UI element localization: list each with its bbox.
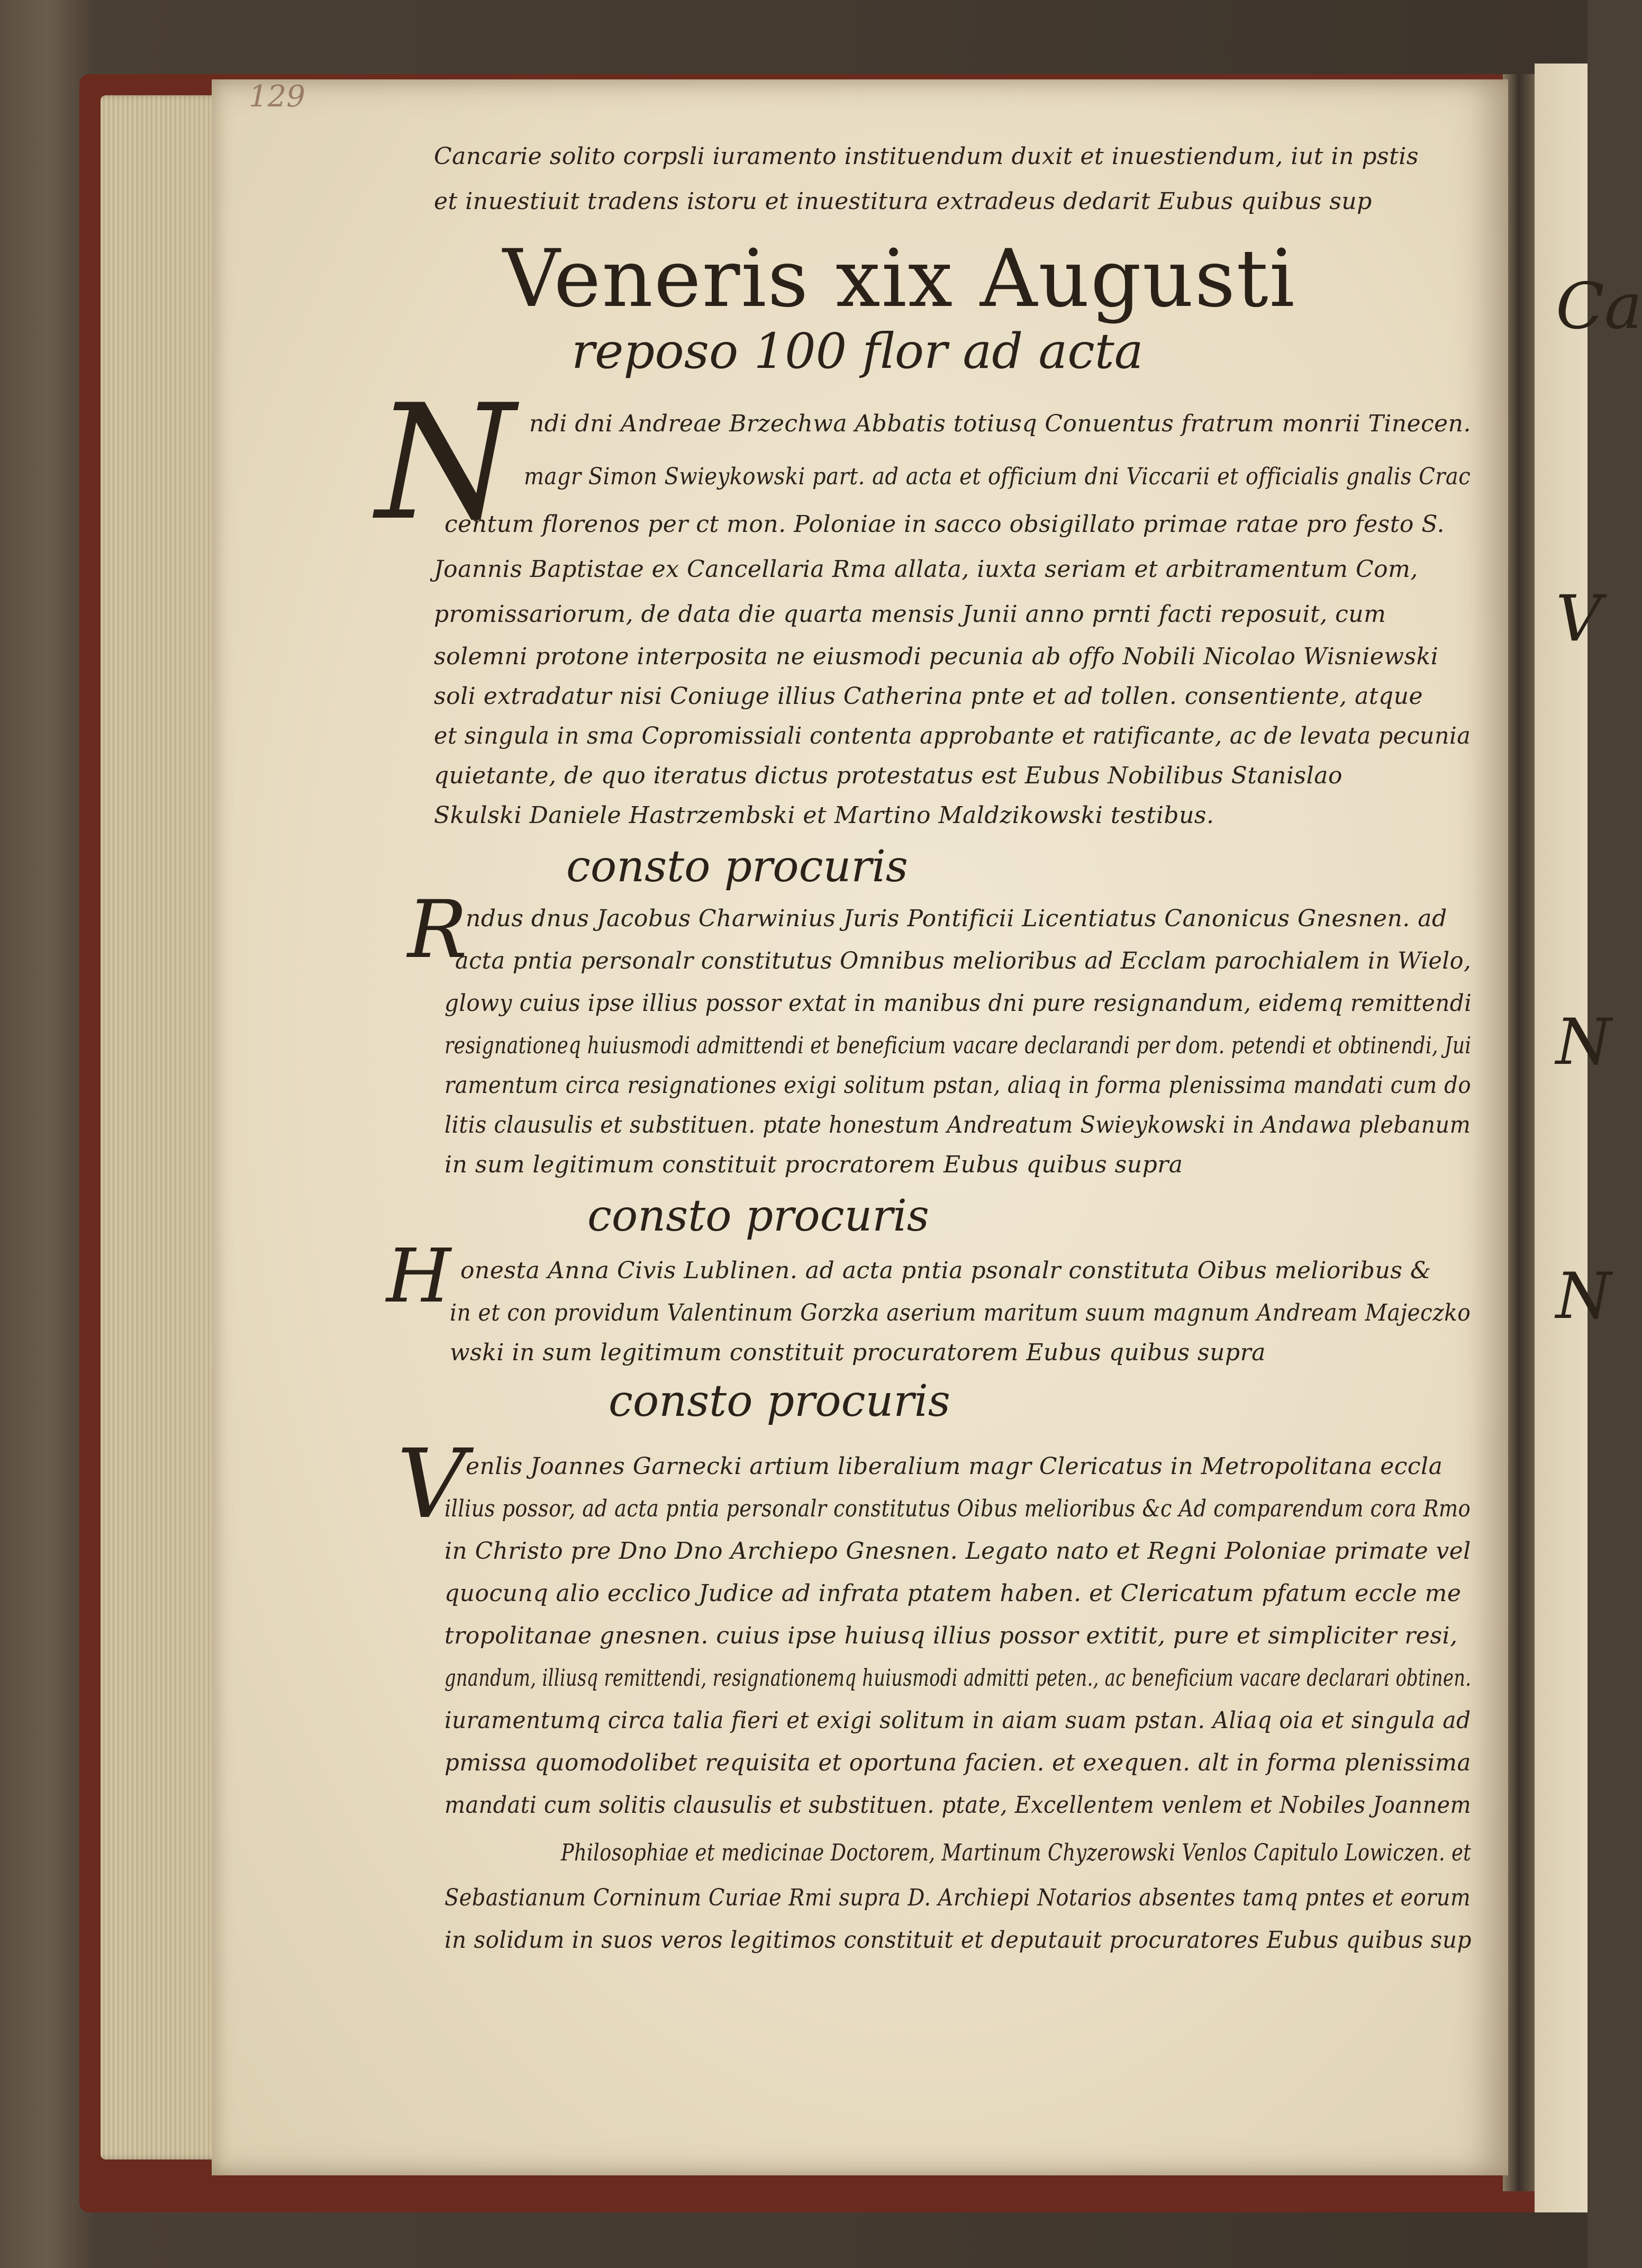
body-line: centum florenos per ct mon. Poloniae in sacco obsigillato primae ratae pro festo S. <box>444 511 1445 538</box>
body-line: ramentum circa resignationes exigi solitum pstan, aliaq in forma plenissima mandati cum do <box>444 1072 1472 1099</box>
body-line: magr Simon Swieykowski part. ad acta et officium dni Viccarii et officialis gnalis Crac <box>524 463 1471 490</box>
body-line: Sebastianum Corninum Curiae Rmi supra D. Archiepi Notarios absentes tamq pntes et eorum <box>444 1884 1471 1911</box>
body-line: iuramentumq circa talia fieri et exigi solitum in aiam suam pstan. Aliaq oia et singula ad <box>444 1707 1471 1734</box>
body-line: quietante, de quo iteratus dictus protestatus est Eubus Nobilibus Stanislao <box>434 762 1342 789</box>
decorated-initial: V <box>397 1429 466 1540</box>
facing-page <box>1535 64 1642 2212</box>
intro-line: et inuestiuit tradens istoru et inuestitura extradeus dedarit Eubus quibus sup <box>434 188 1372 215</box>
facing-page-fragment: N <box>1556 1260 1611 1333</box>
body-line: in Christo pre Dno Dno Archiepo Gnesnen. Legato nato et Regni Poloniae primate vel <box>444 1538 1471 1565</box>
decorated-initial: H <box>386 1233 451 1320</box>
body-line: onesta Anna Civis Lublinen. ad acta pntia psonalr constituta Oibus melioribus & <box>460 1257 1431 1284</box>
body-line: tropolitanae gnesnen. cuius ipse huiusq illius possor extitit, pure et simpliciter resi, <box>444 1622 1458 1649</box>
facing-page-fragment: V <box>1556 582 1602 656</box>
body-line: in et con providum Valentinum Gorzka aserium maritum suum magnum Andream Majeczko <box>450 1299 1471 1326</box>
decorated-initial: R <box>407 884 467 976</box>
body-line: in solidum in suos veros legitimos constituit et deputauit procuratores Eubus quibus sup <box>444 1927 1472 1954</box>
body-line: soli extradatur nisi Coniuge illius Catherina pnte et ad tollen. consentiente, atque <box>434 683 1423 710</box>
body-line: pmissa quomodolibet requisita et oportuna facien. et exequen. alt in forma plenissima <box>444 1749 1471 1776</box>
section-heading: consto procuris <box>566 842 908 892</box>
body-line: solemni protone interposita ne eiusmodi pecunia ab offo Nobili Nicolao Wisniewski <box>434 643 1439 670</box>
section-heading: consto procuris <box>587 1191 929 1241</box>
body-line: in sum legitimum constituit procratorem Eubus quibus supra <box>444 1151 1183 1178</box>
body-line: glowy cuius ipse illius possor extat in manibus dni pure resignandum, eidemq remittendi <box>444 990 1472 1017</box>
body-line: et singula in sma Copromissiali contenta approbante et ratificante, ac de levata pecunia <box>434 722 1471 749</box>
body-line: acta pntia personalr constitutus Omnibus melioribus ad Ecclam parochialem in Wielo, <box>455 947 1472 974</box>
facing-page-fragment: N <box>1556 1006 1611 1079</box>
body-line: mandati cum solitis clausulis et substituen. ptate, Excellentem venlem et Nobiles Joannem <box>444 1792 1472 1819</box>
facing-page-fragment: Ca <box>1556 270 1642 344</box>
body-line: litis clausulis et substituen. ptate honestum Andreatum Swieykowski in Andawa plebanum <box>444 1112 1471 1138</box>
body-line: illius possor, ad acta pntia personalr constitutus Oibus melioribus &c Ad comparendum cora Rmo <box>444 1495 1471 1522</box>
decorated-initial: N <box>376 371 515 555</box>
body-line: Philosophiae et medicinae Doctorem, Martinum Chyzerowski Venlos Capitulo Lowiczen. et <box>561 1839 1472 1866</box>
body-line: ndus dnus Jacobus Charwinius Juris Pontificii Licentiatus Canonicus Gnesnen. ad <box>466 905 1447 932</box>
body-line: gnandum, illiusq remittendi, resignationemq huiusmodi admitti peten., ac beneficium vacare declarari obtinen. <box>444 1665 1472 1692</box>
body-line: quocunq alio ecclico Judice ad infrata ptatem haben. et Clericatum pfatum eccle me <box>444 1580 1462 1607</box>
body-line: resignationeq huiusmodi admittendi et beneficium vacare declarandi per dom. petendi et obtinendi, Jui <box>444 1032 1472 1059</box>
body-line: promissariorum, de data die quarta mensis Junii anno prnti facti reposuit, cum <box>434 601 1386 628</box>
body-line: Skulski Daniele Hastrzembski et Martino Maldzikowski testibus. <box>434 802 1214 829</box>
section-heading: reposo 100 flor ad acta <box>571 323 1144 379</box>
date-heading: Veneris xix Augusti <box>503 233 1296 325</box>
body-line: enlis Joannes Garnecki artium liberalium magr Clericatus in Metropolitana eccla <box>466 1453 1443 1480</box>
body-line: wski in sum legitimum constituit procuratorem Eubus quibus supra <box>450 1339 1266 1366</box>
folio-number: 129 <box>249 79 305 114</box>
body-line: Joannis Baptistae ex Cancellaria Rma allata, iuxta seriam et arbitramentum Com, <box>434 556 1418 583</box>
body-line: ndi dni Andreae Brzechwa Abbatis totiusq Conuentus fratrum monrii Tinecen. <box>529 410 1471 437</box>
page-edges <box>101 95 228 2159</box>
section-heading: consto procuris <box>609 1376 950 1426</box>
intro-line: Cancarie solito corpsli iuramento instituendum duxit et inuestiendum, iut in pstis <box>434 143 1419 170</box>
